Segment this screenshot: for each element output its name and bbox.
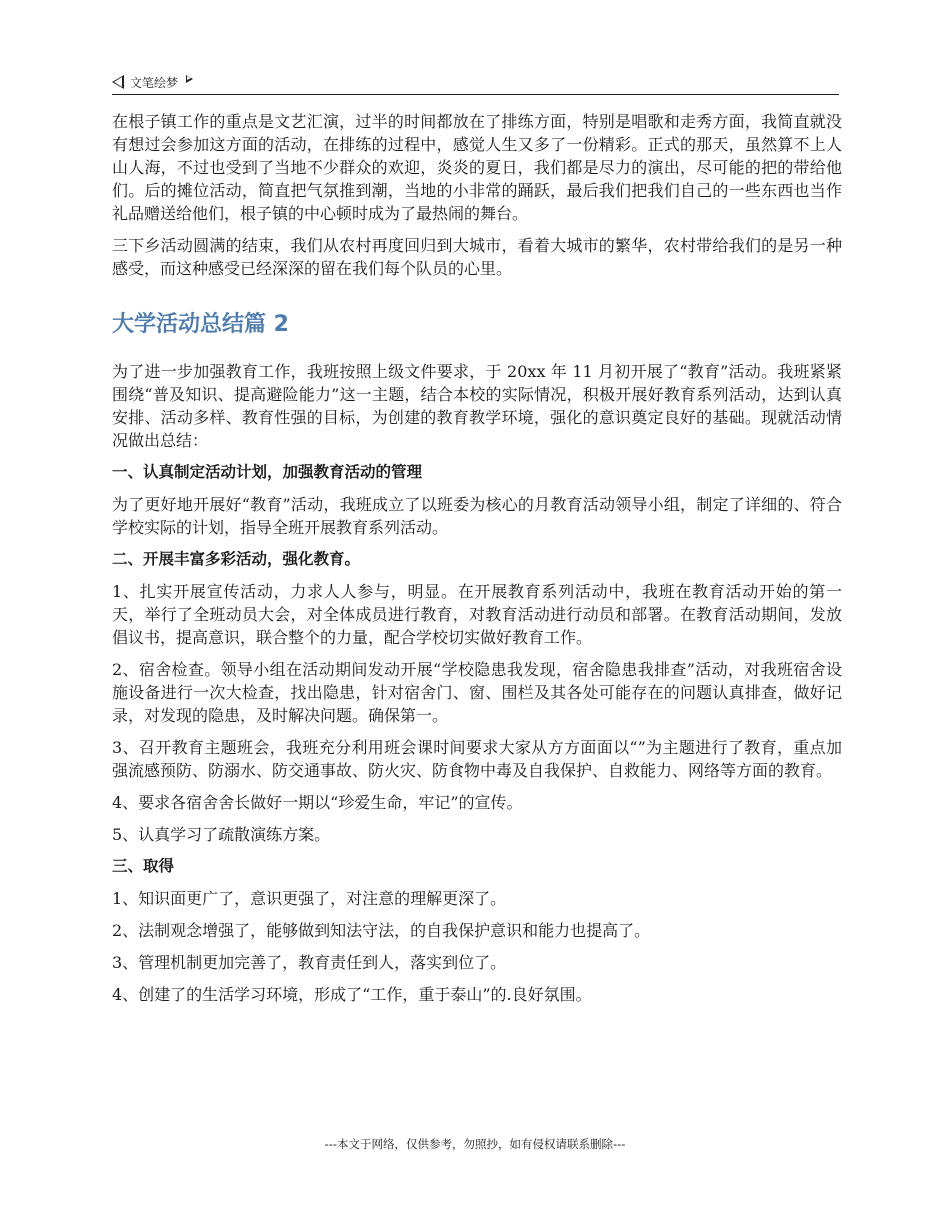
list-item: 5、认真学习了疏散演练方案。 [112,825,331,844]
intro-paragraph: 三下乡活动圆满的结束，我们从农村再度回归到大城市，看着大城市的繁华，农村带给我们的是另一种感受，而这种感受已经深深的留在我们每个队员的心里。 [112,236,842,278]
list-item: 3、管理机制更加完善了，教育责任到人，落实到位了。 [112,953,507,972]
list-item: 4、要求各宿舍舍长做好一期以“珍爱生命，牢记”的宣传。 [112,793,523,812]
subheading: 二、开展丰富多彩活动，强化教育。 [112,550,361,568]
list-item: 2、宿舍检查。领导小组在活动期间发动开展“学校隐患我发现，宿舍隐患我排查”活动，对我班宿舍设施设备进行一次大检查，找出隐患，针对宿舍门、窗、围栏及其各处可能存在的问题认真排查，做好记录，对发现的隐患，及时解决问题。确保第一。 [112,660,842,725]
paragraph: 为了更好地开展好“教育”活动，我班成立了以班委为核心的月教育活动领导小组，制定了详细的、符合学校实际的计划，指导全班开展教育系列活动。 [112,495,842,537]
list-item: 1、扎实开展宣传活动，力求人人参与，明显。在开展教育系列活动中，我班在教育活动开始的第一天，举行了全班动员大会，对全体成员进行教育，对教育活动进行动员和部署。在教育活动期间，发放倡议书，提高意识，联合整个的力量，配合学校切实做好教育工作。 [112,582,842,647]
section-intro: 为了进一步加强教育工作，我班按照上级文件要求，于 20xx 年 11 月初开展了“教育”活动。我班紧紧围绕“普及知识、提高避险能力”这一主题，结合本校的实际情况，积极开展好教育系列活动，达到认真安排、活动多样、教育性强的目标，为创建的教育教学环境，强化的意识奠定良好的基础。现就活动情况做出总结： [112,362,842,450]
list-item: 3、召开教育主题班会，我班充分利用班会课时间要求大家从方方面面以“”为主题进行了教育，重点加强流感预防、防溺水、防交通事故、防火灾、防食物中毒及自我保护、自救能力、网络等方面的教育。 [112,738,842,780]
triangle-left-icon [112,75,124,89]
subheading: 一、认真制定活动计划，加强教育活动的管理 [112,463,423,481]
list-item: 4、创建了的生活学习环境，形成了“工作，重于泰山”的.良好氛围。 [112,985,592,1004]
section-title: 大学活动总结篇 2 [112,312,289,337]
list-item: 2、法制观念增强了，能够做到知法守法，的自我保护意识和能力也提高了。 [112,921,651,940]
list-item: 1、知识面更广了，意识更强了，对注意的理解更深了。 [112,889,507,908]
page-footer: ---本文于网络，仅供参考，勿照抄，如有侵权请联系删除--- [324,1137,626,1151]
intro-paragraph: 在根子镇工作的重点是文艺汇演，过半的时间都放在了排练方面，特别是唱歌和走秀方面，我简直就没有想过会参加这方面的活动，在排练的过程中，感觉人生又多了一份精彩。正式的那天，虽然算不上人山人海，不过也受到了当地不少群众的欢迎，炎炎的夏日，我们都是尽力的演出，尽可能的把的带给他们。后的摊位活动，简直把气氛推到潮，当地的小非常的踊跃，最后我们把我们自己的一些东西也当作礼品赠送给他们，根子镇的中心顿时成为了最热闹的舞台。 [112,112,842,223]
subheading: 三、取得 [112,857,175,875]
page-header [112,70,839,95]
header-title: 文笔绘梦 [130,75,179,90]
triangle-right-icon [186,75,193,83]
document-body [112,110,842,1015]
